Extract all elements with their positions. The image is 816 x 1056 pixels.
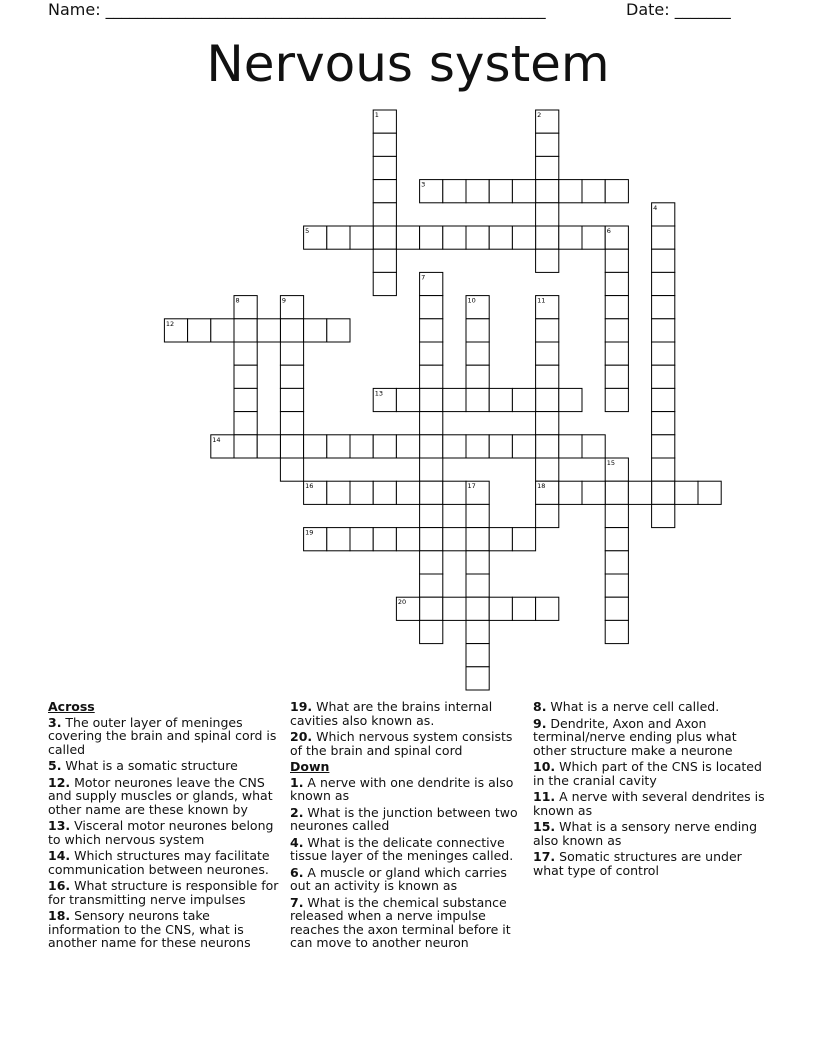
grid-cell[interactable] [536,597,559,620]
grid-cell[interactable] [489,388,512,411]
clue-number: 11 [537,296,546,305]
clue-item-text: What is the delicate connective tissue layer of the meninges called. [290,834,514,863]
grid-cell[interactable] [559,481,582,504]
clue-item-text: A muscle or gland which carries out an activity is known as [290,864,507,893]
grid-cell[interactable] [466,644,489,667]
grid-cell[interactable] [605,180,628,203]
clue-item-text: What is a somatic structure [61,758,238,773]
grid-cell[interactable] [605,365,628,388]
grid-cell[interactable] [605,296,628,319]
grid-cell[interactable] [652,481,675,504]
grid-cell[interactable] [489,528,512,551]
grid-cell[interactable] [304,435,327,458]
grid-cell[interactable] [280,388,303,411]
grid-cell[interactable] [605,481,628,504]
grid-cell[interactable] [489,597,512,620]
clue-item-number: 6. [290,864,304,880]
clue-number: 14 [212,435,221,444]
grid-cell[interactable] [420,620,443,643]
clue-item-text: Dendrite, Axon and Axon terminal/nerve ending plus what other structure make a neurone [533,715,737,758]
clue-item-number: 12. [48,774,71,790]
grid-cell[interactable] [582,481,605,504]
clue-item [290,896,522,950]
grid-cell[interactable] [466,388,489,411]
across-heading: Across [48,699,95,714]
grid-cell[interactable] [327,528,350,551]
grid-cell[interactable] [652,342,675,365]
grid-cell[interactable] [304,319,327,342]
grid-cell[interactable] [489,226,512,249]
grid-cell[interactable] [188,319,211,342]
grid-cell[interactable] [373,435,396,458]
grid-cell[interactable] [652,365,675,388]
grid-cell[interactable] [536,504,559,527]
clue-number: 9 [281,296,287,305]
clue-item [48,819,280,846]
clue-item [533,700,765,714]
grid-cell[interactable] [234,412,257,435]
grid-cell[interactable] [443,528,466,551]
clue-number: 17 [467,482,476,491]
grid-cell[interactable] [466,528,489,551]
grid-cell[interactable] [466,620,489,643]
grid-cell[interactable] [373,272,396,295]
grid-cell[interactable] [605,620,628,643]
grid-cell[interactable] [443,180,466,203]
clue-item-number: 8. [533,699,547,714]
clue-item-number: 3. [48,714,62,730]
grid-cell[interactable] [234,319,257,342]
grid-cell[interactable] [280,342,303,365]
clue-item-text: What is the junction between two neurones called [290,804,518,833]
grid-cell[interactable] [280,319,303,342]
grid-cell[interactable] [698,481,721,504]
clue-number: 19 [305,528,314,537]
clue-item-number: 17. [533,849,556,864]
grid-cell[interactable] [280,435,303,458]
grid-cell[interactable] [652,412,675,435]
grid-cell[interactable] [536,388,559,411]
grid-cell[interactable] [536,249,559,272]
grid-cell[interactable] [652,388,675,411]
grid-cell[interactable] [420,504,443,527]
clue-number: 8 [235,296,240,305]
grid-cell[interactable] [466,435,489,458]
clue-item-number: 2. [290,804,304,820]
clue-item-number: 18. [48,908,71,923]
grid-cell[interactable] [420,458,443,481]
grid-cell[interactable] [512,528,535,551]
clue-number: 16 [305,482,314,491]
grid-cell[interactable] [466,342,489,365]
clue-item [533,820,765,847]
grid-cell[interactable] [420,435,443,458]
clue-item-text: A nerve with one dendrite is also known as [290,774,514,803]
clue-item-number: 9. [533,715,547,731]
grid-cell[interactable] [373,528,396,551]
date-field[interactable]: Date: _______ [626,0,731,19]
grid-cell[interactable] [559,180,582,203]
grid-cell[interactable] [280,458,303,481]
grid-cell[interactable] [257,435,280,458]
grid-cell[interactable] [536,156,559,179]
grid-cell[interactable] [373,180,396,203]
grid-cell[interactable] [420,597,443,620]
grid-cell[interactable] [536,319,559,342]
grid-cell[interactable] [327,481,350,504]
grid-cell[interactable] [373,203,396,226]
grid-cell[interactable] [327,435,350,458]
clue-number: 6 [606,227,611,235]
grid-cell[interactable] [582,226,605,249]
grid-cell[interactable] [234,435,257,458]
clues-column-1 [48,700,280,953]
grid-cell[interactable] [420,412,443,435]
grid-cell[interactable] [652,249,675,272]
grid-cell[interactable] [536,458,559,481]
clue-item [48,776,280,817]
clue-item-text: Visceral motor neurones belong to which nervous system [48,818,274,847]
grid-cell[interactable] [652,272,675,295]
grid-cell[interactable] [512,597,535,620]
clue-item-number: 10. [533,759,556,774]
clue-item [48,879,280,906]
grid-cell[interactable] [234,388,257,411]
grid-cell[interactable] [466,667,489,690]
grid-cell[interactable] [605,574,628,597]
grid-cell[interactable] [420,319,443,342]
clue-number: 10 [467,296,476,305]
grid-cell[interactable] [466,504,489,527]
clue-number: 1 [374,111,379,119]
grid-cell[interactable] [489,180,512,203]
grid-cell[interactable] [420,551,443,574]
grid-cell[interactable] [420,296,443,319]
grid-cell[interactable] [652,504,675,527]
grid-cell[interactable] [466,180,489,203]
grid-cell[interactable] [605,388,628,411]
grid-cell[interactable] [211,319,234,342]
grid-cell[interactable] [466,551,489,574]
clue-number: 2 [537,111,542,119]
grid-cell[interactable] [652,296,675,319]
grid-cell[interactable] [652,458,675,481]
clue-number: 15 [606,459,615,467]
grid-cell[interactable] [466,319,489,342]
grid-cell[interactable] [512,435,535,458]
grid-cell[interactable] [536,133,559,156]
clue-item [48,849,280,876]
grid-cell[interactable] [605,272,628,295]
grid-cell[interactable] [443,226,466,249]
grid-cell[interactable] [605,528,628,551]
grid-cell[interactable] [420,481,443,504]
grid-cell[interactable] [443,481,466,504]
grid-cell[interactable] [582,435,605,458]
clue-number: 18 [537,482,546,491]
clue-number: 20 [397,598,407,607]
clue-item [290,836,522,863]
clue-item-text: Sensory neurons take information to the CNS, what is another name for these neurons [48,908,251,950]
name-field[interactable]: Name: _______________________________________________________ [48,0,546,19]
clue-item [533,850,765,877]
grid-cell[interactable] [420,574,443,597]
grid-cell[interactable] [605,249,628,272]
clue-item-text: Somatic structures are under what type of control [533,849,742,878]
clue-item [290,776,522,803]
grid-cell[interactable] [396,388,419,411]
grid-cell[interactable] [396,435,419,458]
grid-cell[interactable] [512,180,535,203]
grid-cell[interactable] [536,203,559,226]
clue-number: 12 [165,319,175,328]
clue-item [533,717,765,758]
clues-column-2 [290,700,522,953]
grid-cell[interactable] [605,319,628,342]
grid-cell[interactable] [350,481,373,504]
grid-cell[interactable] [420,342,443,365]
grid-cell[interactable] [327,226,350,249]
clue-item-text: The outer layer of meninges covering the brain and spinal cord is called [48,714,277,757]
page-title: Nervous system [206,35,610,93]
grid-cell[interactable] [373,226,396,249]
clue-item [48,909,280,950]
grid-cell[interactable] [536,180,559,203]
grid-cell[interactable] [350,226,373,249]
grid-cell[interactable] [234,342,257,365]
grid-cell[interactable] [466,365,489,388]
grid-cell[interactable] [512,388,535,411]
grid-cell[interactable] [652,319,675,342]
grid-cell[interactable] [443,597,466,620]
clue-number: 13 [374,389,383,398]
grid-cell[interactable] [420,388,443,411]
clues-column-3 [533,700,765,880]
grid-cell[interactable] [605,597,628,620]
grid-cell[interactable] [280,412,303,435]
grid-cell[interactable] [536,435,559,458]
grid-cell[interactable] [628,481,651,504]
grid-cell[interactable] [559,226,582,249]
grid-cell[interactable] [420,528,443,551]
grid-cell[interactable] [489,435,512,458]
grid-cell[interactable] [675,481,698,504]
clue-item-number: 4. [290,834,304,850]
clue-item [48,716,280,757]
grid-cell[interactable] [536,365,559,388]
clue-item-number: 19. [290,699,313,714]
clue-item-number: 5. [48,758,62,773]
clue-item-number: 16. [48,878,71,893]
grid-cell[interactable] [605,504,628,527]
grid-cell[interactable] [466,597,489,620]
clue-item-text: What structure is responsible for for transmitting nerve impulses [48,878,279,907]
clue-item-text: Which structures may facilitate communication between neurones. [48,848,270,877]
clue-number: 3 [421,180,426,189]
clue-item-number: 13. [48,818,71,833]
grid-cell[interactable] [559,388,582,411]
grid-cell[interactable] [396,528,419,551]
grid-cell[interactable] [373,249,396,272]
grid-cell[interactable] [373,133,396,156]
clue-item [290,806,522,833]
grid-cell[interactable] [350,528,373,551]
grid-cell[interactable] [420,226,443,249]
grid-cell[interactable] [327,319,350,342]
clue-item-text: What is a nerve cell called. [546,699,720,714]
grid-cell[interactable] [466,226,489,249]
clue-item-number: 14. [48,848,71,863]
clue-item [290,866,522,893]
clue-item [533,760,765,787]
grid-cell[interactable] [605,551,628,574]
grid-cell[interactable] [373,481,396,504]
grid-cell[interactable] [443,435,466,458]
clue-number: 4 [653,203,658,212]
clue-item-text: A nerve with several dendrites is known as [533,789,765,818]
clue-item-number: 7. [290,894,304,910]
clue-item-number: 20. [290,729,313,744]
grid-cell[interactable] [512,226,535,249]
clue-item [533,790,765,817]
grid-cell[interactable] [559,435,582,458]
grid-cell[interactable] [396,226,419,249]
clue-item-text: Which part of the CNS is located in the cranial cavity [533,759,762,788]
grid-cell[interactable] [373,156,396,179]
grid-cell[interactable] [582,180,605,203]
clue-number: 7 [421,273,426,282]
grid-cell[interactable] [420,365,443,388]
clue-item-number: 1. [290,774,304,790]
clue-item-number: 11. [533,789,556,804]
clue-item-number: 15. [533,819,556,834]
grid-cell[interactable] [466,574,489,597]
clue-item [48,759,280,773]
grid-cell[interactable] [536,412,559,435]
grid-cell[interactable] [234,365,257,388]
clue-item-text: Which nervous system consists of the brain and spinal cord [290,729,513,758]
clue-item-text: What is the chemical substance released when a nerve impulse reaches the axon terminal before it can move to another neuron [290,894,511,950]
grid-cell[interactable] [257,319,280,342]
clue-item-text: What are the brains internal cavities also known as. [290,699,493,728]
grid-cell[interactable] [652,226,675,249]
clue-item-text: Motor neurones leave the CNS and supply muscles or glands, what other name are these known by [48,774,273,817]
grid-cell[interactable] [652,435,675,458]
grid-cell[interactable] [605,342,628,365]
grid-cell[interactable] [396,481,419,504]
grid-cell[interactable] [536,226,559,249]
grid-cell[interactable] [443,388,466,411]
down-heading: Down [290,759,330,774]
clue-item [290,730,522,757]
clue-number: 5 [305,227,310,235]
grid-cell[interactable] [280,365,303,388]
clue-item-text: What is a sensory nerve ending also known as [533,819,758,848]
grid-cell[interactable] [536,342,559,365]
clue-item [290,700,522,727]
grid-cell[interactable] [350,435,373,458]
